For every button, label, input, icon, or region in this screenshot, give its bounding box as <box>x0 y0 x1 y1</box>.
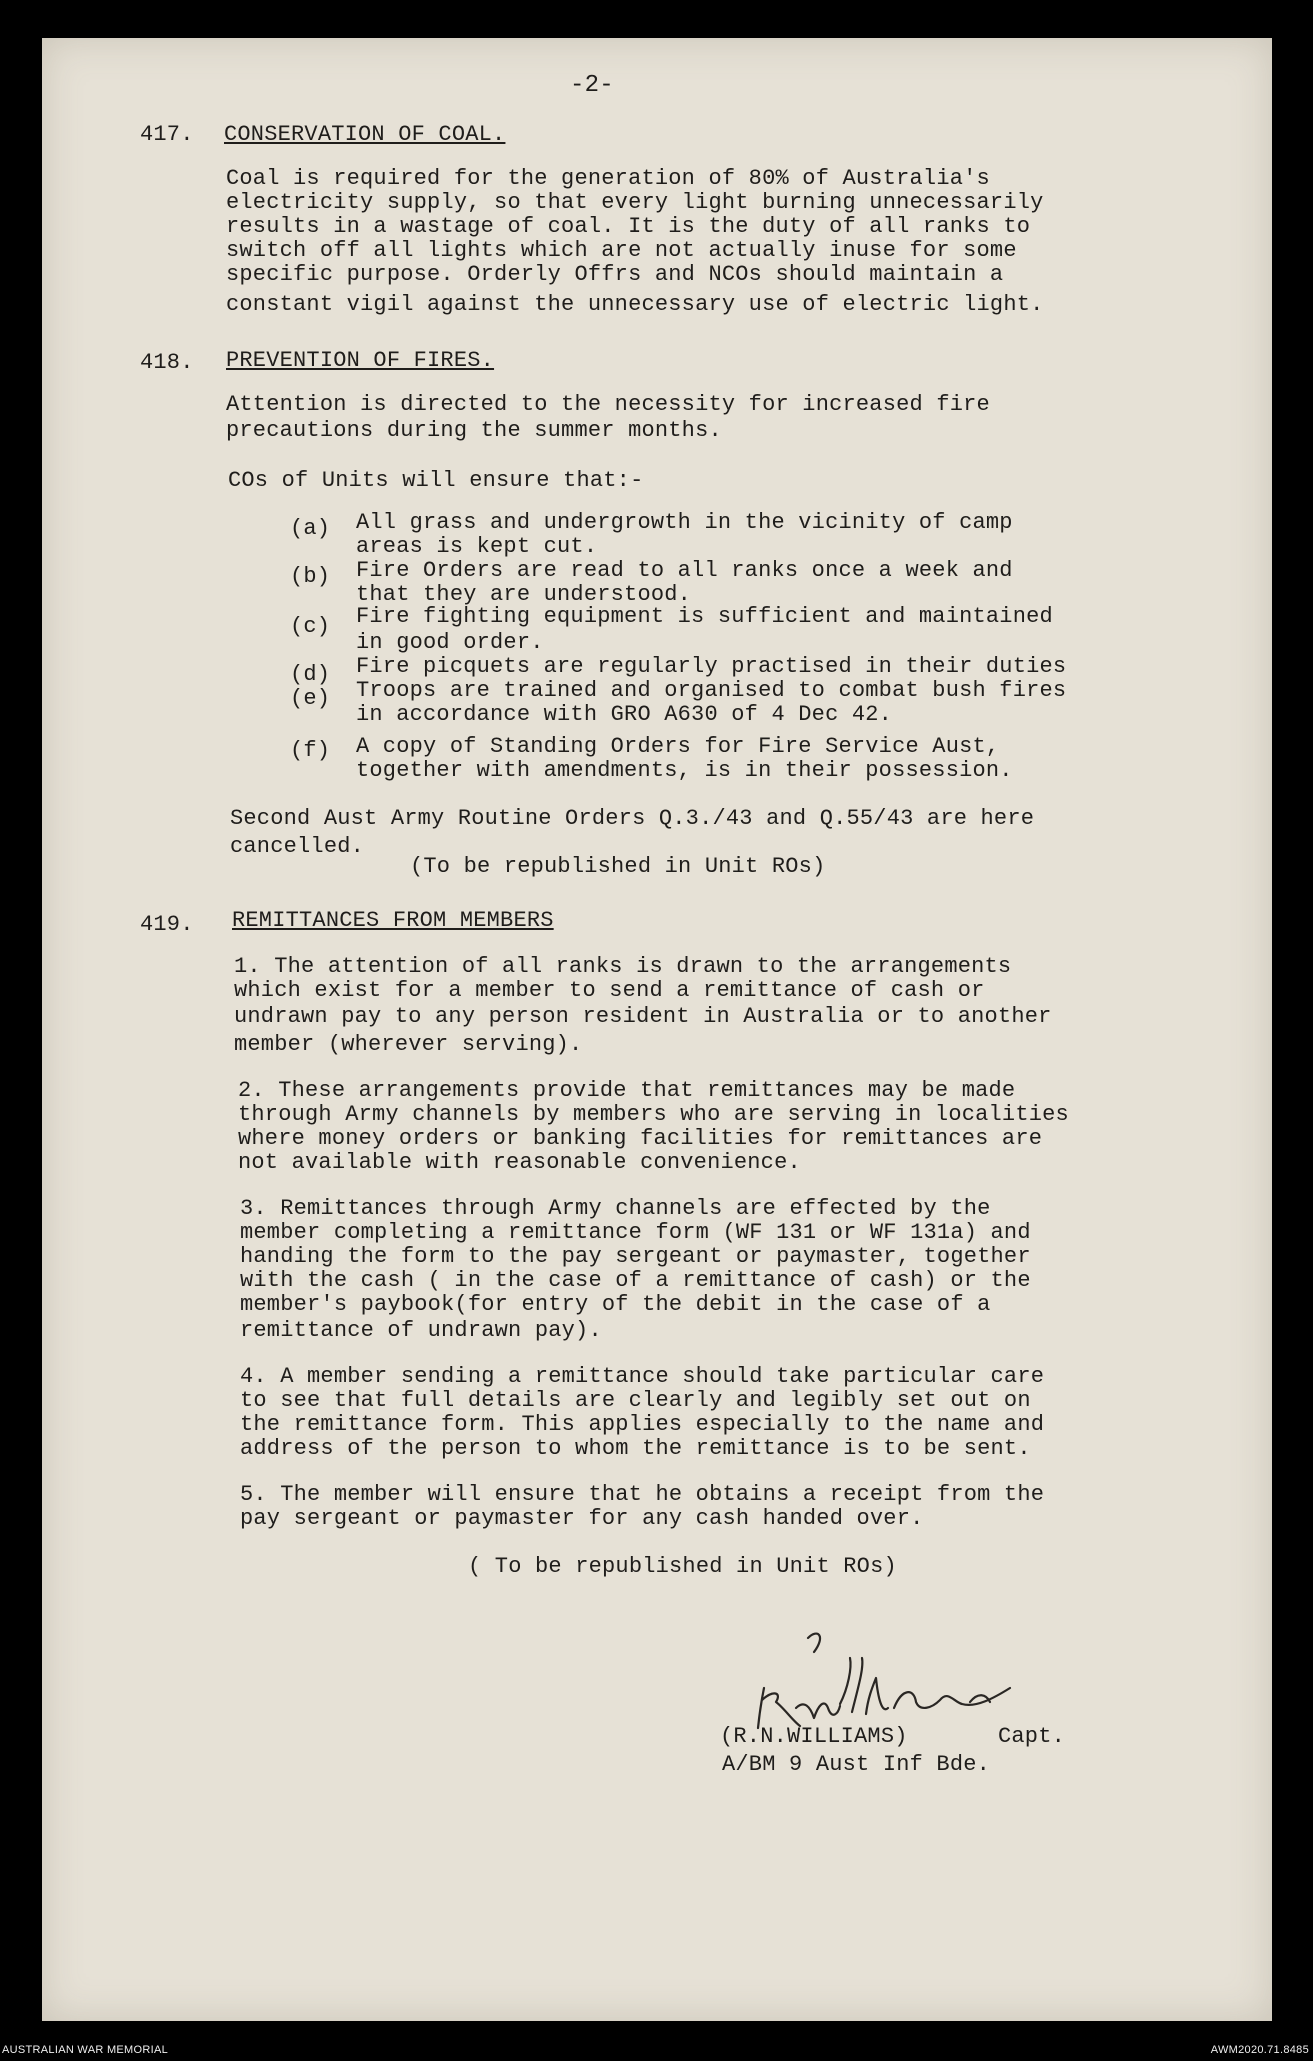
text-line: member (wherever serving). <box>234 1032 583 1057</box>
list-item-text: A copy of Standing Orders for Fire Service Aust, <box>356 734 1000 759</box>
section-417-heading: CONSERVATION OF COAL. <box>224 122 506 147</box>
section-419-heading: REMITTANCES FROM MEMBERS <box>232 908 554 933</box>
text-line: 5. The member will ensure that he obtains a receipt from the <box>240 1482 1045 1507</box>
list-item-text: Fire Orders are read to all ranks once a week and <box>356 558 1013 583</box>
text-line: electricity supply, so that every light burning unnecessarily <box>226 190 1044 215</box>
list-item-label: (b) <box>290 564 331 589</box>
page-number: -2- <box>570 72 614 99</box>
republish-note: ( To be republished in Unit ROs) <box>468 1554 897 1579</box>
footer-source: AUSTRALIAN WAR MEMORIAL <box>2 2044 169 2056</box>
text-line: 2. These arrangements provide that remittances may be made <box>238 1078 1016 1103</box>
text-line: 1. The attention of all ranks is drawn to the arrangements <box>234 954 1012 979</box>
text-line: switch off all lights which are not actually inuse for some <box>226 238 1017 263</box>
text-line: address of the person to whom the remittance is to be sent. <box>240 1436 1031 1461</box>
text-line: 3. Remittances through Army channels are effected by the <box>240 1196 991 1221</box>
text-line: cancelled. <box>230 834 365 859</box>
list-item-text: Troops are trained and organised to combat bush fires <box>356 678 1067 703</box>
list-item-text: together with amendments, is in their possession. <box>356 758 1013 783</box>
list-item-text: that they are understood. <box>356 582 692 607</box>
text-line: through Army channels by members who are serving in localities <box>238 1102 1069 1127</box>
republish-note: (To be republished in Unit ROs) <box>410 854 826 879</box>
list-item-text: Fire fighting equipment is sufficient and maintained <box>356 604 1053 629</box>
text-line: handing the form to the pay sergeant or paymaster, together <box>240 1244 1031 1269</box>
text-line: not available with reasonable convenience. <box>238 1150 801 1175</box>
text-line: pay sergeant or paymaster for any cash handed over. <box>240 1506 924 1531</box>
list-item-text: in accordance with GRO A630 of 4 Dec 42. <box>356 702 893 727</box>
document-page <box>42 38 1272 2021</box>
list-item-text: All grass and undergrowth in the vicinity of camp <box>356 510 1013 535</box>
text-line: 4. A member sending a remittance should take particular care <box>240 1364 1045 1389</box>
text-line: specific purpose. Orderly Offrs and NCOs should maintain a <box>226 262 1004 287</box>
handwritten-signature <box>718 1628 1078 1738</box>
text-line: the remittance form. This applies especially to the name and <box>240 1412 1045 1437</box>
list-item-label: (e) <box>290 686 331 711</box>
text-line: to see that full details are clearly and legibly set out on <box>240 1388 1031 1413</box>
text-line: Second Aust Army Routine Orders Q.3./43 and Q.55/43 are here <box>230 806 1035 831</box>
text-line: member's paybook(for entry of the debit in the case of a <box>240 1292 991 1317</box>
signatory-name: (R.N.WILLIAMS) <box>720 1724 908 1749</box>
text-line: constant vigil against the unnecessary use of electric light. <box>226 292 1044 317</box>
list-item-label: (c) <box>290 614 331 639</box>
text-line: with the cash ( in the case of a remittance of cash) or the <box>240 1268 1031 1293</box>
section-419-number: 419. <box>140 912 194 937</box>
section-418-number: 418. <box>140 350 194 375</box>
list-item-label: (a) <box>290 516 331 541</box>
text-line: Coal is required for the generation of 80% of Australia's <box>226 166 990 191</box>
text-line: COs of Units will ensure that:- <box>228 468 644 493</box>
signatory-appointment: A/BM 9 Aust Inf Bde. <box>722 1752 991 1777</box>
text-line: where money orders or banking facilities for remittances are <box>238 1126 1043 1151</box>
text-line: results in a wastage of coal. It is the duty of all ranks to <box>226 214 1031 239</box>
text-line: undrawn pay to any person resident in Australia or to another <box>234 1004 1052 1029</box>
list-item-text: in good order. <box>356 630 544 655</box>
list-item-label: (f) <box>290 738 331 763</box>
section-417-number: 417. <box>140 122 194 147</box>
list-item-label: (d) <box>290 662 331 687</box>
text-line: precautions during the summer months. <box>226 418 722 443</box>
text-line: remittance of undrawn pay). <box>240 1318 602 1343</box>
list-item-text: Fire picquets are regularly practised in their duties <box>356 654 1067 679</box>
signatory-rank: Capt. <box>998 1724 1066 1749</box>
text-line: Attention is directed to the necessity for increased fire <box>226 392 990 417</box>
text-line: which exist for a member to send a remittance of cash or <box>234 978 985 1003</box>
footer-reference: AWM2020.71.8485 <box>1210 2044 1309 2056</box>
text-line: member completing a remittance form (WF 131 or WF 131a) and <box>240 1220 1031 1245</box>
list-item-text: areas is kept cut. <box>356 534 598 559</box>
section-418-heading: PREVENTION OF FIRES. <box>226 348 495 373</box>
